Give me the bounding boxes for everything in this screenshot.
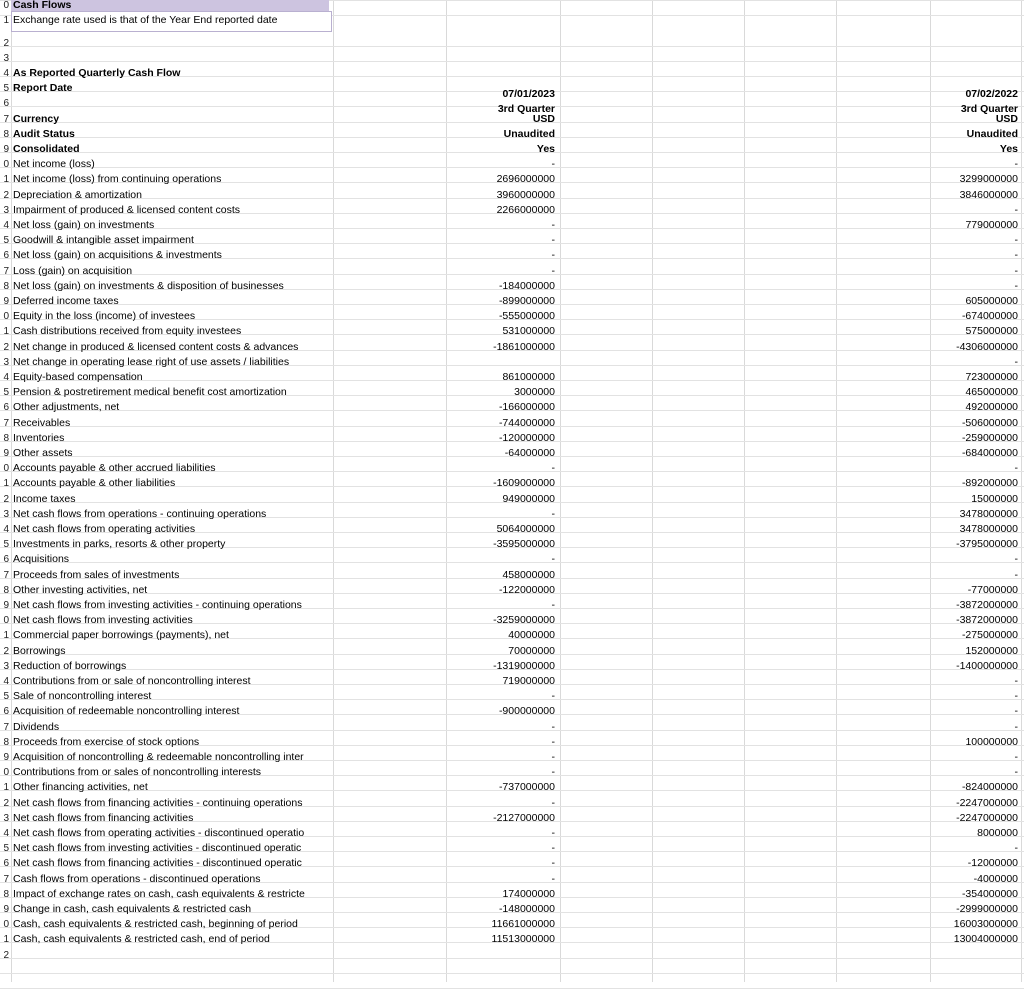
column-divider bbox=[652, 0, 653, 982]
row-number[interactable]: 5 bbox=[3, 843, 9, 854]
row-label[interactable]: Other adjustments, net bbox=[13, 401, 120, 413]
row-label[interactable]: Contributions from or sales of noncontrolling interests bbox=[13, 766, 262, 778]
value-col2[interactable]: - bbox=[1014, 280, 1018, 292]
value-col2[interactable]: 723000000 bbox=[965, 371, 1018, 383]
row-number[interactable]: 7 bbox=[3, 266, 9, 277]
value-col1[interactable]: - bbox=[551, 857, 555, 869]
row-number[interactable]: 7 bbox=[3, 570, 9, 581]
row-label[interactable]: Borrowings bbox=[13, 645, 66, 657]
value-col1[interactable]: - bbox=[551, 234, 555, 246]
row-number[interactable]: 9 bbox=[3, 752, 9, 763]
row-number[interactable]: 1 bbox=[3, 630, 9, 641]
value-col2[interactable]: - bbox=[1014, 158, 1018, 170]
section-title[interactable]: As Reported Quarterly Cash Flow bbox=[13, 67, 181, 79]
row-number[interactable]: 6 bbox=[3, 858, 9, 869]
value-col2[interactable]: 3478000000 bbox=[959, 523, 1018, 535]
value-col1[interactable]: - bbox=[551, 508, 555, 520]
value-col2[interactable]: - bbox=[1014, 265, 1018, 277]
row-label[interactable]: Net cash flows from operations - continuing operations bbox=[13, 508, 267, 520]
value-col1[interactable]: 3960000000 bbox=[496, 189, 555, 201]
value-col2[interactable]: -2247000000 bbox=[956, 812, 1018, 824]
row-number[interactable]: 1 bbox=[3, 174, 9, 185]
value-col1[interactable]: -3595000000 bbox=[493, 538, 555, 550]
row-number[interactable]: 2 bbox=[3, 190, 9, 201]
row-number[interactable]: 2 bbox=[3, 646, 9, 657]
row-label[interactable]: Equity-based compensation bbox=[13, 371, 143, 383]
value-col1[interactable]: 531000000 bbox=[502, 325, 555, 337]
row-divider bbox=[0, 958, 1024, 959]
value-col2[interactable]: -259000000 bbox=[961, 432, 1018, 444]
header-value-col2[interactable]: Unaudited bbox=[966, 128, 1018, 140]
row-number[interactable]: 7 bbox=[3, 114, 9, 125]
column-divider bbox=[333, 0, 334, 982]
value-col2[interactable]: - bbox=[1014, 553, 1018, 565]
value-col1[interactable]: 70000000 bbox=[508, 645, 555, 657]
value-col1[interactable]: -166000000 bbox=[498, 401, 555, 413]
value-col2[interactable]: - bbox=[1014, 234, 1018, 246]
row-label[interactable]: Change in cash, cash equivalents & restricted cash bbox=[13, 903, 252, 915]
row-number[interactable]: 8 bbox=[3, 281, 9, 292]
column-divider bbox=[446, 0, 447, 982]
value-col1[interactable]: -899000000 bbox=[498, 295, 555, 307]
row-label[interactable]: Equity in the loss (income) of investees bbox=[13, 310, 196, 322]
value-col2[interactable]: 152000000 bbox=[965, 645, 1018, 657]
row-label[interactable]: Cash, cash equivalents & restricted cash, end of period bbox=[13, 933, 270, 945]
row-number[interactable]: 6 bbox=[3, 706, 9, 717]
value-col1[interactable]: -555000000 bbox=[498, 310, 555, 322]
value-col2[interactable]: -275000000 bbox=[961, 629, 1018, 641]
row-label[interactable]: Net loss (gain) on investments & disposition of businesses bbox=[13, 280, 284, 292]
header-label[interactable] bbox=[13, 96, 331, 111]
row-label[interactable]: Other investing activities, net bbox=[13, 584, 148, 596]
row-label[interactable]: Net loss (gain) on investments bbox=[13, 219, 155, 231]
row-number[interactable]: 2 bbox=[3, 950, 9, 961]
row-number[interactable]: 1 bbox=[3, 326, 9, 337]
row-label[interactable]: Proceeds from sales of investments bbox=[13, 569, 180, 581]
row-label[interactable]: Cash distributions received from equity investees bbox=[13, 325, 242, 337]
row-label[interactable]: Dividends bbox=[13, 721, 60, 733]
value-col2[interactable]: - bbox=[1014, 675, 1018, 687]
header-value-col1[interactable]: Unaudited bbox=[503, 128, 555, 140]
row-label[interactable]: Deferred income taxes bbox=[13, 295, 119, 307]
value-col1[interactable]: -1861000000 bbox=[493, 341, 555, 353]
value-col2[interactable]: 3299000000 bbox=[959, 173, 1018, 185]
value-col2[interactable]: -1400000000 bbox=[956, 660, 1018, 672]
value-col1[interactable]: -1609000000 bbox=[493, 477, 555, 489]
row-number[interactable]: 2 bbox=[3, 342, 9, 353]
value-col2[interactable]: - bbox=[1014, 249, 1018, 261]
value-col1[interactable]: - bbox=[551, 842, 555, 854]
row-number[interactable]: 6 bbox=[3, 554, 9, 565]
value-col2[interactable]: - bbox=[1014, 356, 1018, 368]
value-col2[interactable]: -77000000 bbox=[967, 584, 1018, 596]
row-label[interactable]: Acquisition of redeemable noncontrolling interest bbox=[13, 705, 240, 717]
row-label[interactable]: Commercial paper borrowings (payments), net bbox=[13, 629, 229, 641]
value-col1[interactable]: -744000000 bbox=[498, 417, 555, 429]
value-col2[interactable]: 575000000 bbox=[965, 325, 1018, 337]
row-label[interactable]: Income taxes bbox=[13, 493, 76, 505]
row-number[interactable]: 0 bbox=[3, 159, 9, 170]
row-number[interactable]: 9 bbox=[3, 448, 9, 459]
value-col1[interactable]: 861000000 bbox=[502, 371, 555, 383]
row-number[interactable]: 0 bbox=[3, 767, 9, 778]
value-col2[interactable]: 3478000000 bbox=[959, 508, 1018, 520]
value-col2[interactable]: -354000000 bbox=[961, 888, 1018, 900]
value-col2[interactable]: -3795000000 bbox=[956, 538, 1018, 550]
row-number[interactable]: 0 bbox=[3, 463, 9, 474]
row-label[interactable]: Loss (gain) on acquisition bbox=[13, 265, 133, 277]
value-col2[interactable]: -506000000 bbox=[961, 417, 1018, 429]
row-number[interactable]: 0 bbox=[3, 919, 9, 930]
row-label[interactable]: Depreciation & amortization bbox=[13, 189, 142, 201]
value-col2[interactable]: - bbox=[1014, 721, 1018, 733]
row-number[interactable]: 5 bbox=[3, 387, 9, 398]
value-col1[interactable]: 3000000 bbox=[514, 386, 555, 398]
row-label[interactable]: Impairment of produced & licensed content costs bbox=[13, 204, 241, 216]
row-label[interactable]: Inventories bbox=[13, 432, 65, 444]
value-col1[interactable]: 5064000000 bbox=[496, 523, 555, 535]
row-number[interactable]: 1 bbox=[3, 478, 9, 489]
value-col1[interactable]: -2127000000 bbox=[493, 812, 555, 824]
row-label[interactable]: Reduction of borrowings bbox=[13, 660, 127, 672]
header-value-col1[interactable]: 07/01/2023 bbox=[502, 88, 555, 100]
row-label[interactable]: Net cash flows from financing activities - continuing operations bbox=[13, 797, 303, 809]
value-col2[interactable]: 100000000 bbox=[965, 736, 1018, 748]
row-number[interactable]: 5 bbox=[3, 235, 9, 246]
value-col2[interactable]: 13004000000 bbox=[953, 933, 1018, 945]
sheet-title[interactable]: Cash Flows bbox=[13, 0, 72, 11]
row-label[interactable]: Acquisition of noncontrolling & redeemable noncontrolling inter bbox=[13, 751, 304, 763]
value-col1[interactable]: - bbox=[551, 766, 555, 778]
value-col2[interactable]: -892000000 bbox=[961, 477, 1018, 489]
value-col1[interactable]: -737000000 bbox=[498, 781, 555, 793]
header-value-col2[interactable]: 3rd Quarter bbox=[960, 103, 1018, 115]
row-number[interactable]: 8 bbox=[3, 433, 9, 444]
value-col1[interactable]: - bbox=[551, 249, 555, 261]
row-number[interactable]: 3 bbox=[3, 813, 9, 824]
row-label[interactable]: Net cash flows from investing activities bbox=[13, 614, 193, 626]
value-col1[interactable]: - bbox=[551, 751, 555, 763]
column-divider bbox=[560, 0, 561, 982]
row-number[interactable]: 7 bbox=[3, 874, 9, 885]
row-number[interactable]: 8 bbox=[3, 889, 9, 900]
column-divider bbox=[744, 0, 745, 982]
row-number[interactable]: 1 bbox=[3, 15, 9, 26]
value-col1[interactable]: -64000000 bbox=[504, 447, 555, 459]
row-number[interactable]: 4 bbox=[3, 372, 9, 383]
value-col1[interactable]: 949000000 bbox=[502, 493, 555, 505]
value-col2[interactable]: -684000000 bbox=[961, 447, 1018, 459]
row-label[interactable]: Other assets bbox=[13, 447, 73, 459]
value-col2[interactable]: -4306000000 bbox=[956, 341, 1018, 353]
row-number[interactable]: 2 bbox=[3, 798, 9, 809]
header-value-col1[interactable]: Yes bbox=[536, 143, 555, 155]
value-col2[interactable]: - bbox=[1014, 766, 1018, 778]
row-number[interactable]: 6 bbox=[3, 250, 9, 261]
sheet-subtitle[interactable]: Exchange rate used is that of the Year End reported date bbox=[13, 14, 278, 26]
row-label[interactable]: Net income (loss) from continuing operations bbox=[13, 173, 222, 185]
header-value-col2[interactable]: Yes bbox=[999, 143, 1018, 155]
row-number[interactable]: 4 bbox=[3, 220, 9, 231]
row-divider bbox=[0, 46, 1024, 47]
value-col2[interactable]: 16003000000 bbox=[953, 918, 1018, 930]
row-number[interactable]: 9 bbox=[3, 296, 9, 307]
value-col2[interactable]: 3846000000 bbox=[959, 189, 1018, 201]
row-label[interactable]: Proceeds from exercise of stock options bbox=[13, 736, 200, 748]
row-label[interactable]: Net cash flows from operating activities - discontinued operatio bbox=[13, 827, 305, 839]
value-col1[interactable]: 2696000000 bbox=[496, 173, 555, 185]
header-label[interactable]: Consolidated bbox=[13, 143, 80, 155]
row-label[interactable]: Net cash flows from financing activities - discontinued operatic bbox=[13, 857, 302, 869]
value-col1[interactable]: -120000000 bbox=[498, 432, 555, 444]
row-label[interactable]: Receivables bbox=[13, 417, 71, 429]
row-number[interactable]: 0 bbox=[3, 311, 9, 322]
value-col2[interactable]: -3872000000 bbox=[956, 599, 1018, 611]
row-number[interactable]: 8 bbox=[3, 737, 9, 748]
row-label[interactable]: Net cash flows from investing activities - continuing operations bbox=[13, 599, 302, 611]
row-label[interactable]: Goodwill & intangible asset impairment bbox=[13, 234, 194, 246]
header-value-col1[interactable]: 3rd Quarter bbox=[497, 103, 555, 115]
value-col1[interactable]: -184000000 bbox=[498, 280, 555, 292]
row-number[interactable]: 2 bbox=[3, 38, 9, 49]
value-col1[interactable]: 2266000000 bbox=[496, 204, 555, 216]
row-number[interactable]: 7 bbox=[3, 418, 9, 429]
row-number[interactable]: 3 bbox=[3, 509, 9, 520]
row-number[interactable]: 4 bbox=[3, 676, 9, 687]
row-number[interactable]: 2 bbox=[3, 494, 9, 505]
row-label[interactable]: Investments in parks, resorts & other property bbox=[13, 538, 226, 550]
value-col2[interactable]: - bbox=[1014, 462, 1018, 474]
value-col2[interactable]: 15000000 bbox=[971, 493, 1018, 505]
value-col1[interactable]: -3259000000 bbox=[493, 614, 555, 626]
header-value-col2[interactable]: USD bbox=[995, 113, 1018, 125]
header-label[interactable]: Report Date bbox=[13, 82, 73, 94]
row-number[interactable]: 4 bbox=[3, 68, 9, 79]
value-col1[interactable]: - bbox=[551, 158, 555, 170]
value-col2[interactable]: - bbox=[1014, 569, 1018, 581]
row-number[interactable]: 0 bbox=[3, 615, 9, 626]
value-col2[interactable]: - bbox=[1014, 842, 1018, 854]
value-col1[interactable]: - bbox=[551, 219, 555, 231]
value-col1[interactable]: - bbox=[551, 553, 555, 565]
row-label[interactable]: Acquisitions bbox=[13, 553, 70, 565]
value-col1[interactable] bbox=[452, 355, 555, 370]
row-label[interactable]: Net income (loss) bbox=[13, 158, 95, 170]
row-number[interactable]: 9 bbox=[3, 144, 9, 155]
row-label[interactable]: Net cash flows from operating activities bbox=[13, 523, 196, 535]
row-label[interactable]: Accounts payable & other accrued liabilities bbox=[13, 462, 216, 474]
row-number[interactable]: 6 bbox=[3, 402, 9, 413]
row-label[interactable]: Impact of exchange rates on cash, cash equivalents & restricte bbox=[13, 888, 305, 900]
row-label[interactable]: Cash flows from operations - discontinued operations bbox=[13, 873, 261, 885]
value-col1[interactable]: - bbox=[551, 736, 555, 748]
value-col1[interactable]: 11661000000 bbox=[491, 918, 555, 930]
row-number[interactable]: 9 bbox=[3, 904, 9, 915]
row-label[interactable]: Sale of noncontrolling interest bbox=[13, 690, 152, 702]
value-col2[interactable]: - bbox=[1014, 705, 1018, 717]
row-number[interactable]: 1 bbox=[3, 934, 9, 945]
row-divider bbox=[0, 61, 1024, 62]
value-col2[interactable]: - bbox=[1014, 690, 1018, 702]
value-col1[interactable]: - bbox=[551, 721, 555, 733]
value-col1[interactable]: -1319000000 bbox=[493, 660, 555, 672]
header-value-col1[interactable]: USD bbox=[532, 113, 555, 125]
row-number[interactable]: 3 bbox=[3, 205, 9, 216]
row-number[interactable]: 3 bbox=[3, 661, 9, 672]
value-col2[interactable]: -2999000000 bbox=[956, 903, 1018, 915]
row-label[interactable]: Accounts payable & other liabilities bbox=[13, 477, 176, 489]
header-value-col2[interactable]: 07/02/2022 bbox=[965, 88, 1018, 100]
value-col2[interactable]: 465000000 bbox=[965, 386, 1018, 398]
row-label[interactable]: Contributions from or sale of noncontrolling interest bbox=[13, 675, 251, 687]
value-col1[interactable]: 11513000000 bbox=[491, 933, 555, 945]
row-label[interactable]: Net loss (gain) on acquisitions & investments bbox=[13, 249, 222, 261]
row-label[interactable]: Net change in operating lease right of use assets / liabilities bbox=[13, 356, 290, 368]
row-number[interactable]: 6 bbox=[3, 98, 9, 109]
value-col2[interactable]: -3872000000 bbox=[956, 614, 1018, 626]
row-divider bbox=[0, 973, 1024, 974]
header-label[interactable]: Audit Status bbox=[13, 128, 75, 140]
row-label[interactable]: Net cash flows from investing activities - discontinued operatic bbox=[13, 842, 302, 854]
value-col2[interactable]: -12000000 bbox=[967, 857, 1018, 869]
value-col2[interactable]: -4000000 bbox=[973, 873, 1018, 885]
value-col1[interactable]: - bbox=[551, 690, 555, 702]
value-col2[interactable]: 492000000 bbox=[965, 401, 1018, 413]
value-col1[interactable]: -900000000 bbox=[498, 705, 555, 717]
row-number[interactable]: 1 bbox=[3, 782, 9, 793]
column-divider bbox=[836, 0, 837, 982]
row-label[interactable]: Net change in produced & licensed content costs & advances bbox=[13, 341, 299, 353]
value-col2[interactable]: -824000000 bbox=[961, 781, 1018, 793]
value-col1[interactable]: 458000000 bbox=[502, 569, 555, 581]
row-number[interactable]: 7 bbox=[3, 722, 9, 733]
row-label[interactable]: Net cash flows from financing activities bbox=[13, 812, 194, 824]
row-number[interactable]: 9 bbox=[3, 600, 9, 611]
value-col2[interactable]: - bbox=[1014, 204, 1018, 216]
value-col1[interactable]: -148000000 bbox=[498, 903, 555, 915]
row-number[interactable]: 4 bbox=[3, 828, 9, 839]
value-col2[interactable]: - bbox=[1014, 751, 1018, 763]
row-label[interactable]: Cash, cash equivalents & restricted cash, beginning of period bbox=[13, 918, 298, 930]
value-col1[interactable]: 719000000 bbox=[502, 675, 555, 687]
value-col1[interactable]: - bbox=[551, 265, 555, 277]
row-number[interactable]: 8 bbox=[3, 585, 9, 596]
value-col1[interactable]: 40000000 bbox=[508, 629, 555, 641]
row-number[interactable]: 5 bbox=[3, 539, 9, 550]
column-divider bbox=[1021, 0, 1022, 982]
row-label[interactable]: Other financing activities, net bbox=[13, 781, 148, 793]
value-col2[interactable]: 605000000 bbox=[965, 295, 1018, 307]
row-number[interactable]: 4 bbox=[3, 524, 9, 535]
row-number[interactable]: 5 bbox=[3, 83, 9, 94]
value-col1[interactable]: 174000000 bbox=[502, 888, 555, 900]
value-col1[interactable]: - bbox=[551, 462, 555, 474]
row-label[interactable]: Pension & postretirement medical benefit cost amortization bbox=[13, 386, 287, 398]
row-number[interactable]: 5 bbox=[3, 691, 9, 702]
value-col2[interactable]: -674000000 bbox=[961, 310, 1018, 322]
value-col1[interactable]: - bbox=[551, 873, 555, 885]
value-col2[interactable]: 8000000 bbox=[977, 827, 1018, 839]
value-col1[interactable]: - bbox=[551, 599, 555, 611]
value-col2[interactable]: 779000000 bbox=[965, 219, 1018, 231]
column-divider bbox=[11, 0, 12, 982]
value-col1[interactable]: - bbox=[551, 797, 555, 809]
row-number[interactable]: 3 bbox=[3, 357, 9, 368]
row-number[interactable]: 3 bbox=[3, 53, 9, 64]
header-label[interactable]: Currency bbox=[13, 113, 60, 125]
value-col2[interactable]: -2247000000 bbox=[956, 797, 1018, 809]
value-col1[interactable]: -122000000 bbox=[498, 584, 555, 596]
row-number[interactable]: 0 bbox=[3, 0, 9, 11]
row-number[interactable]: 8 bbox=[3, 129, 9, 140]
value-col1[interactable]: - bbox=[551, 827, 555, 839]
